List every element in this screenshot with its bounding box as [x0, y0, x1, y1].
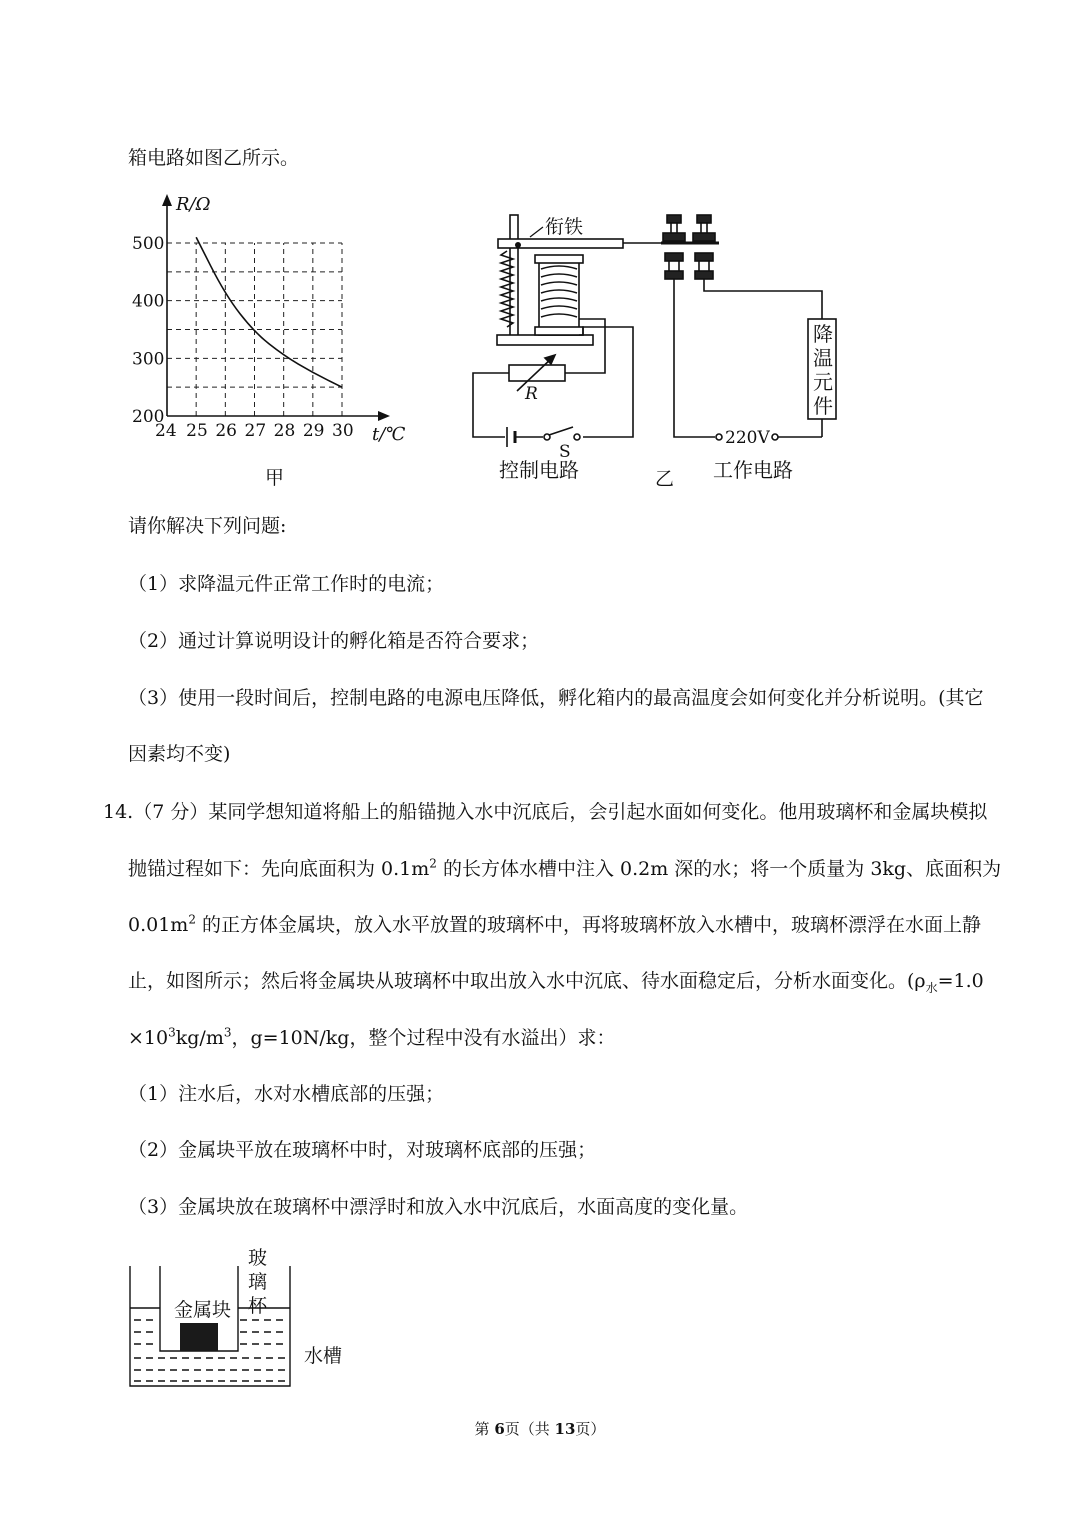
- y-tick-labels: [132, 234, 164, 427]
- x-tick-24: 24: [155, 421, 177, 441]
- electromagnet-core: [539, 257, 579, 335]
- q14-line-2: 抛锚过程如下：先向底面积为 $0.1m^2$ 的长方体水槽中注入 0.2m 深的水；将一个质量为 3kg、底面积为: [128, 856, 1002, 880]
- figure-jia-caption: 甲: [265, 467, 285, 489]
- cooler-char-1: 降: [813, 322, 833, 346]
- page-number: 6: [494, 1420, 505, 1438]
- cooler-char-4: 件: [813, 394, 833, 418]
- glass-char-2: 璃: [248, 1271, 268, 1293]
- work-circuit-label: 工作电路: [713, 458, 793, 482]
- contact-top-right: [697, 215, 711, 223]
- switch-label: S: [559, 442, 571, 462]
- q14-line-1: 14.（7 分）某同学想知道将船上的船锚抛入水中沉底后，会引起水面如何变化。他用玻璃杯和金属块模拟: [103, 801, 988, 823]
- q14-line-3: $0.01m^2$ 的正方体金属块，放入水平放置的玻璃杯中，再将玻璃杯放入水槽中，玻璃杯漂浮在水面上静: [128, 912, 982, 936]
- pivot-dot: [515, 242, 521, 248]
- y-tick-200: 200: [132, 407, 165, 427]
- q14-item-2: （2）金属块平放在玻璃杯中时，对玻璃杯底部的压强；: [128, 1139, 597, 1161]
- terminal-right: [772, 434, 778, 440]
- contact-bottom-left: [665, 253, 683, 261]
- x-tick-26: 26: [215, 421, 237, 441]
- work-wire-right: [704, 279, 822, 319]
- y-tick-500: 500: [132, 234, 165, 254]
- y-tick-400: 400: [132, 291, 165, 312]
- q14-line-5: $\times 10^3kg/m^3$，g=10N/kg，整个过程中没有水溢出）求：: [128, 1025, 616, 1049]
- cooler-char-3: 元: [813, 370, 833, 394]
- figure-yi-caption: 乙: [655, 468, 675, 490]
- intro-text: 箱电路如图乙所示。: [128, 147, 300, 169]
- q14-item-1: （1）注水后，水对水槽底部的压强；: [128, 1083, 445, 1105]
- armature-label: 衔铁: [545, 216, 584, 238]
- x-tick-29: 29: [302, 421, 325, 441]
- page-footer: 第 6页（共 13页）: [474, 1420, 606, 1438]
- electromagnet-base: [497, 335, 593, 345]
- cooler-char-2: 温: [813, 346, 833, 370]
- glass-char-3: 杯: [248, 1295, 268, 1317]
- q13-item-1: （1）求降温元件正常工作时的电流；: [128, 573, 445, 595]
- work-wire-left: [674, 279, 715, 437]
- x-tick-labels: [155, 421, 354, 441]
- page-total: 13: [554, 1420, 576, 1438]
- contact-bottom-right: [695, 253, 713, 261]
- figure-jia-graph: [120, 188, 430, 498]
- x-tick-27: 27: [244, 421, 267, 441]
- y-tick-300: 300: [132, 349, 165, 370]
- x-axis-label: t/℃: [372, 424, 406, 445]
- metal-block: [180, 1323, 218, 1351]
- y-axis-label: R/Ω: [176, 194, 211, 215]
- control-circuit-label: 控制电路: [499, 458, 579, 482]
- figure-yi-circuit: [465, 205, 845, 495]
- figure-tank: [120, 1240, 360, 1400]
- r-t-curve: [196, 237, 342, 387]
- x-tick-30: 30: [332, 421, 354, 441]
- x-tick-28: 28: [273, 421, 296, 441]
- tank-label: 水槽: [304, 1345, 343, 1367]
- q13-item-3-cont: 因素均不变): [128, 743, 231, 765]
- q13-prompt: 请你解决下列问题:: [128, 515, 287, 537]
- q14-line-4: 止，如图所示；然后将金属块从玻璃杯中取出放入水中沉底、待水面稳定后，分析水面变化。($\rho_水=1.0$: [128, 970, 984, 995]
- q13-item-3: （3）使用一段时间后，控制电路的电源电压降低，孵化箱内的最高温度会如何变化并分析说明。(其它: [128, 687, 984, 709]
- y-axis-arrow: [162, 194, 172, 206]
- rheostat-label: R: [525, 384, 538, 404]
- control-wire-left: [473, 373, 509, 437]
- q13-item-2: （2）通过计算说明设计的孵化箱是否符合要求；: [128, 630, 540, 652]
- x-axis-arrow: [378, 411, 390, 421]
- glass-char-1: 玻: [248, 1247, 268, 1269]
- switch-blade: [549, 427, 573, 435]
- voltage-label: 220V: [725, 428, 770, 448]
- terminal-left: [716, 434, 722, 440]
- contact-top-left: [667, 215, 681, 223]
- x-tick-25: 25: [186, 421, 208, 441]
- q14-item-3: （3）金属块放在玻璃杯中漂浮时和放入水中沉底后，水面高度的变化量。: [128, 1196, 749, 1218]
- block-label: 金属块: [174, 1299, 232, 1321]
